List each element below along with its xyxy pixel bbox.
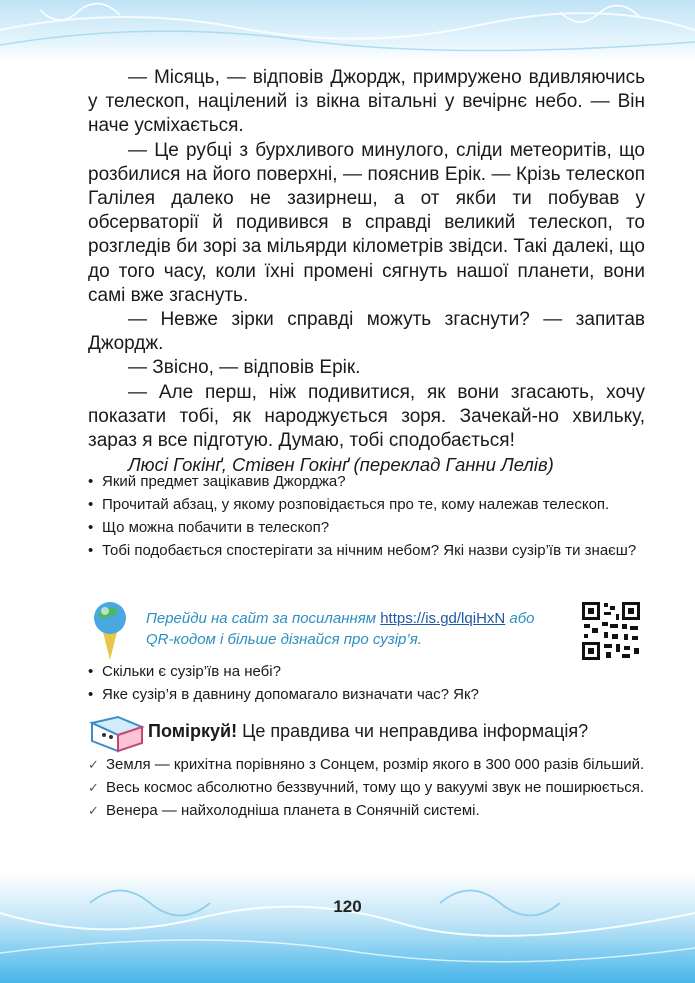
story-paragraph: — Звісно, — відповів Ерік. bbox=[128, 357, 361, 379]
list-item: ✓ Венера — найхолодніша планета в Сонячній системі. bbox=[88, 801, 645, 822]
list-item: ✓ Земля — крихітна порівняно з Сонцем, розмір якого в 300 000 разів більший. bbox=[88, 755, 645, 776]
questions-list-1 bbox=[88, 472, 645, 564]
qr-code[interactable] bbox=[580, 600, 642, 662]
page-number: 120 bbox=[333, 897, 362, 916]
think-section-header bbox=[88, 713, 645, 757]
link-box bbox=[88, 596, 645, 666]
think-title bbox=[148, 721, 588, 742]
globe-pointer-icon bbox=[88, 598, 132, 662]
list-item: • Тобі подобається спостерігати за нічним небом? Які назви сузір’їв ти знаєш? bbox=[88, 541, 645, 562]
list-item: • Скільки є сузір’їв на небі? bbox=[88, 662, 645, 683]
top-decorative-band bbox=[0, 0, 695, 62]
statements-list bbox=[88, 755, 645, 824]
story-paragraph: — Але перш, ніж подивитися, як вони згасають, хочу показати тобі, як народжується зоря. Зачекай-но хвильку, зараз я все підготую. Думаю, тобі сподобається! bbox=[88, 381, 645, 452]
think-title-bold: Поміркуй! bbox=[148, 721, 238, 741]
story-paragraph: — Невже зірки справді можуть згаснути? — запитав Джордж. bbox=[88, 309, 645, 355]
story-paragraph: — Це рубці з бурхливого минулого, сліди метеоритів, що розбилися на його поверхні, — пояснив Ерік. — Крізь телескоп Галілея далеко не зазирнеш, а от якби ти побував у обсерваторії й подивився в справді великий телескоп, то розгледів би зорі за мільярди кілометрів звідси. Такі далекі, що до того часу, коли їхні промені сягнуть нашої планети, вони самі вже згаснуть. bbox=[88, 139, 645, 306]
open-book-icon bbox=[88, 713, 146, 753]
questions-list-2 bbox=[88, 662, 645, 708]
story-author: Люсі Гокінґ, Стівен Гокінґ (переклад Ганни Лелів) bbox=[128, 454, 554, 476]
think-title-rest: Це правдива чи неправдива інформація? bbox=[237, 721, 589, 741]
story-text bbox=[88, 66, 645, 477]
list-item: • Який предмет зацікавив Джорджа? bbox=[88, 472, 645, 493]
bottom-swirl-ornament bbox=[0, 873, 695, 983]
link-instruction bbox=[146, 608, 566, 650]
list-item: ✓ Весь космос абсолютно беззвучний, тому що у вакуумі звук не поширюється. bbox=[88, 778, 645, 799]
top-swirl-ornament bbox=[0, 0, 695, 62]
list-item: • Яке сузір’я в давнину допомагало визначати час? Як? bbox=[88, 685, 645, 706]
link-text-before: Перейди на сайт за посиланням bbox=[146, 610, 381, 627]
list-item: • Що можна побачити в телескоп? bbox=[88, 518, 645, 539]
story-paragraph: — Місяць, — відповів Джордж, примружено вдивляючись у телескоп, націлений із вікна вітальні у вечірнє небо. — Він наче усміхається. bbox=[88, 67, 645, 137]
list-item: • Прочитай абзац, у якому розповідається про те, кому належав телескоп. bbox=[88, 495, 645, 516]
site-link[interactable]: https://is.gd/lqiHxN bbox=[380, 610, 506, 627]
link-text-after: або QR-кодом і більше дізнайся про сузір’я. bbox=[146, 610, 535, 648]
bottom-decorative-band bbox=[0, 873, 695, 983]
